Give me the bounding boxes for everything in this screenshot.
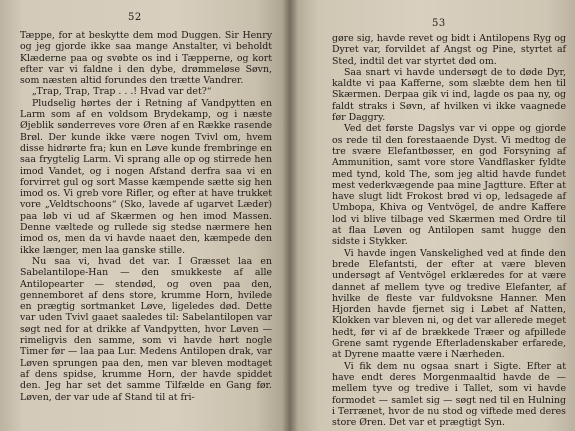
right-page-number: 53 xyxy=(432,18,446,29)
left-page-number: 52 xyxy=(128,12,142,23)
paragraph: Ved det første Dagslys var vi oppe og gjorde os rede til den forestaaende Dyst. Vi medtog de tre svære Elefantbøsser, en god Forsyning af Ammunition, samt vore store Vandflasker fyldte med tynd, kold The, som jeg altid havde fundet mest vederkvægende paa mine Jagtture. Efter at have slugt lidt Frokost brød vi op, ledsagede af Umbopa, Khiva og Ventvögel, de andre Kaffere lod vi blive tilbage ved Skærmen med Ordre til at flaa Løven og Antilopen samt hugge den sidste i Stykker. xyxy=(332,123,566,248)
paragraph: „Trap, Trap, Trap . . .! Hvad var det?“ xyxy=(32,86,212,98)
left-page-text xyxy=(20,30,272,403)
paragraph: Vi fik dem nu ogsaa snart i Sigte. Efter at have endt deres Morgenmaaltid havde de — mellem tyve og tredive i Tallet, som vi havde formodet — samlet sig — søgt ned til en Hulning i Terrænet, hvor de nu stod og viftede med deres store Øren. Det var et prægtigt Syn. xyxy=(332,360,566,429)
book-gutter xyxy=(282,0,298,431)
right-page xyxy=(290,0,575,431)
paragraph: Pludselig hørtes der i Retning af Vandpytten en Larm som af en voldsom Brydekamp, og i næste Øjeblik sønderreves vore Øren af en Række rasende Brøl. Der kunde ikke være nogen Tvivl om, hvem disse hidrørte fra; kun en Løve kunde frembringe en saa frygtelig Larm. Vi sprang alle op og stirrede hen imod Vandet, og i nogen Afstand derfra saa vi en forvirret gul og sort Masse kæmpende sætte sig hen imod os. Vi greb vore Rifler, og efter at have trukket vore „Veldtschoons“ (Sko, lavede af ugarvet Læder) paa løb vi ud af Skærmen og hen imod Massen. Denne væltede og rullede sig stedse nærmere hen imod os, men da vi havde naaet den, kæmpede den ikke længer, men laa ganske stille. xyxy=(20,97,272,256)
paragraph: gøre sig, havde revet og bidt i Antilopens Ryg og Dyret var, forvildet af Angst og Pine, styrtet af Sted, indtil det var styrtet død om. xyxy=(332,33,566,67)
paragraph: Nu saa vi, hvad det var. I Græsset laa en Sabelantilope-Han — den smukkeste af alle Antilopearter — stendød, og oven paa den, gennemboret af dens store, krumme Horn, hvilede en prægtig sortmanket Løve, ligeledes død. Dette var uden Tvivl gaaet saaledes til: Sabelantilopen var søgt ned for at drikke af Vandpytten, hvor Løven — rimeligvis den samme, som vi havde hørt nogle Timer før — laa paa Lur. Medens Antilopen drak, var Løven sprungen paa den, men var bleven modtaget af dens spidse, krumme Horn, der havde spiddet den. Jeg har set det samme Tilfælde en Gang før. Løven, der var ude af Stand til at fri- xyxy=(20,255,272,403)
right-page-text xyxy=(332,33,566,428)
paragraph: Vi havde ingen Vanskelighed ved at finde den brede Elefantsti, der efter at være bleven undersøgt af Ventvögel erklæredes for at være dannet af mellem tyve og tredive Elefanter, af hvilke de fleste var fuldvoksne Hanner. Men Hjorden havde fjernet sig i Løbet af Natten, Klokken var bleven ni, og det var allerede meget hedt, før vi af de brækkede Træer og afpillede Grene samt rygende Efterladenskaber erfarede, at Dyrene maatte være i Nærheden. xyxy=(332,247,566,361)
paragraph: Tæppe, for at beskytte dem mod Duggen. Sir Henry og jeg gjorde ikke saa mange Anstalter, vi beholdt Klæderne paa og svøbte os ind i Tæpperne, og kort efter var vi faldne i den dybe, drømmeløse Søvn, som næsten altid forundes den trætte Vandrer. xyxy=(20,30,272,87)
paragraph: Saa snart vi havde undersøgt de to døde Dyr, kaldte vi paa Kafferne, som slæbte dem hen til Skærmen. Derpaa gik vi ind, lagde os paa ny, og faldt straks i Søvn, af hvilken vi ikke vaagnede før Daggry. xyxy=(332,66,566,124)
